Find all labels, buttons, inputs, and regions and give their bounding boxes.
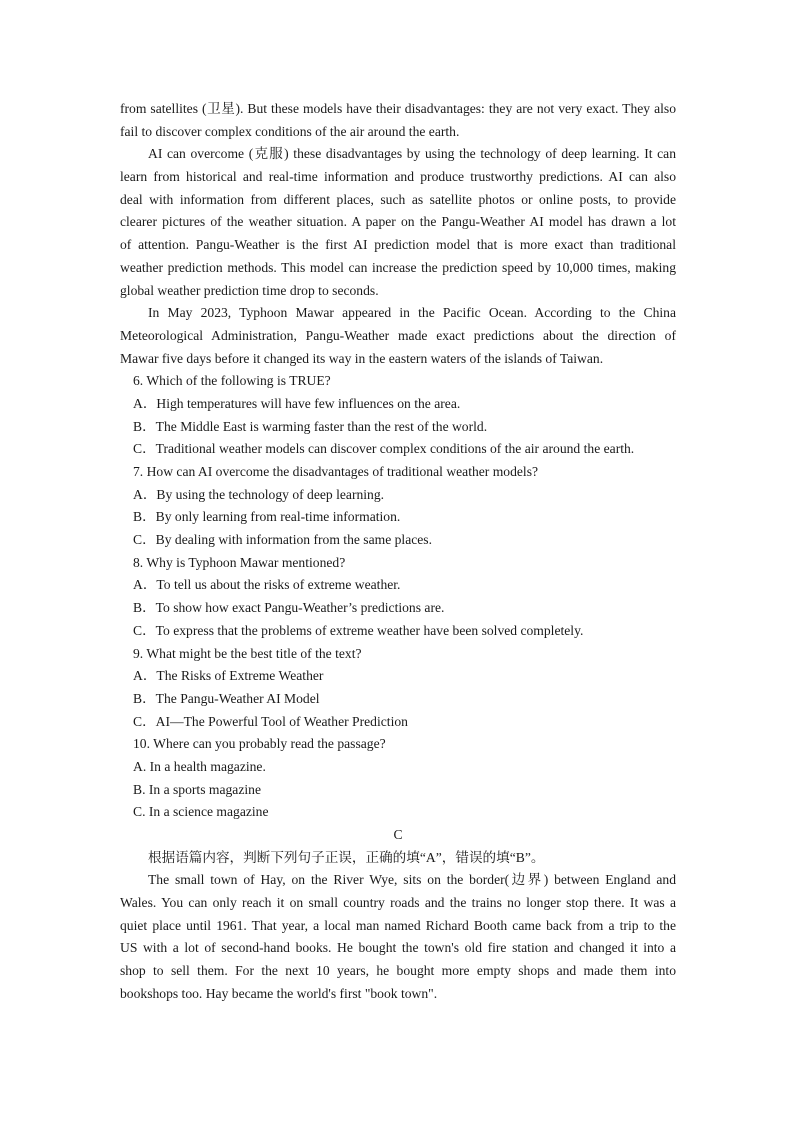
- text-line: AI can overcome (克服) these disadvantages by using the technology of deep learning. It can: [148, 146, 676, 162]
- text-line: B．The Middle East is warming faster than the rest of the world.: [133, 418, 488, 434]
- text-line: Wales. You can only reach it on small country roads and the trains no longer stop there. It was a: [120, 895, 676, 911]
- text-line: 7. How can AI overcome the disadvantages of traditional weather models?: [133, 464, 539, 479]
- text-line: A．The Risks of Extreme Weather: [133, 668, 324, 684]
- text-line: US with a lot of second-hand books. He bought the town's old fire station and changed it into a: [120, 940, 676, 956]
- text-line: weather prediction methods. This model can increase the prediction speed by 10,000 times, making: [120, 259, 676, 275]
- text-line: global weather prediction time drop to seconds.: [120, 282, 379, 298]
- text-line: B. In a sports magazine: [133, 781, 261, 797]
- text-line: from satellites (卫星). But these models have their disadvantages: they are not very exact. They also: [120, 101, 676, 116]
- text-line: A．To tell us about the risks of extreme weather.: [133, 577, 401, 593]
- text-line: A．By using the technology of deep learning.: [133, 486, 385, 502]
- text-line: bookshops too. Hay became the world's first "book town".: [120, 985, 438, 1001]
- text-line: C．Traditional weather models can discover complex conditions of the air around the earth.: [133, 441, 635, 457]
- text-line: Meteorological Administration, Pangu-Weather made exact predictions about the direction of: [120, 327, 676, 343]
- text-line: In May 2023, Typhoon Mawar appeared in the Pacific Ocean. According to the China: [148, 305, 676, 321]
- text-line: C．To express that the problems of extreme weather have been solved completely.: [133, 622, 584, 638]
- text-line: Mawar five days before it changed its way in the eastern waters of the islands of Taiwan.: [120, 350, 604, 366]
- text-line: clearer pictures of the weather situation. A paper on the Pangu-Weather AI model has drawn a lot: [120, 214, 676, 230]
- text-line: C．By dealing with information from the same places.: [133, 532, 432, 548]
- text-line: 8. Why is Typhoon Mawar mentioned?: [133, 554, 346, 570]
- text-line: deal with information from different places, such as satellite photos or online posts, to provide: [120, 191, 676, 207]
- document-page: [120, 98, 676, 1006]
- text-line: A. In a health magazine.: [133, 758, 266, 774]
- text-line: C．AI—The Powerful Tool of Weather Prediction: [133, 713, 408, 729]
- text-line: fail to discover complex conditions of the air around the earth.: [120, 123, 460, 139]
- text-line: C: [393, 827, 403, 842]
- text-line: C. In a science magazine: [133, 804, 269, 820]
- text-line: B．The Pangu-Weather AI Model: [133, 690, 320, 706]
- text-line: 根据语篇内容，判断下列句子正误，正确的填“A”，错误的填“B”。: [148, 849, 545, 865]
- text-line: 9. What might be the best title of the text?: [133, 645, 362, 661]
- text-line: A．High temperatures will have few influences on the area.: [133, 395, 461, 411]
- text-line: 6. Which of the following is TRUE?: [133, 373, 331, 389]
- text-line: The small town of Hay, on the River Wye, sits on the border(边界) between England and: [148, 872, 676, 888]
- text-line: B．To show how exact Pangu-Weather’s predictions are.: [133, 600, 445, 616]
- text-line: quiet place until 1961. That year, a local man named Richard Booth came back from a trip to the: [120, 917, 676, 933]
- text-line: 10. Where can you probably read the passage?: [133, 736, 386, 752]
- text-line: learn from historical and real-time information and produce trustworthy predictions. AI can also: [120, 169, 676, 185]
- text-line: shop to sell them. For the next 10 years, he bought more empty shops and made them into: [120, 963, 676, 979]
- text-line: of attention. Pangu-Weather is the first AI prediction model that is more exact than traditional: [120, 237, 676, 253]
- text-line: B．By only learning from real-time information.: [133, 509, 401, 525]
